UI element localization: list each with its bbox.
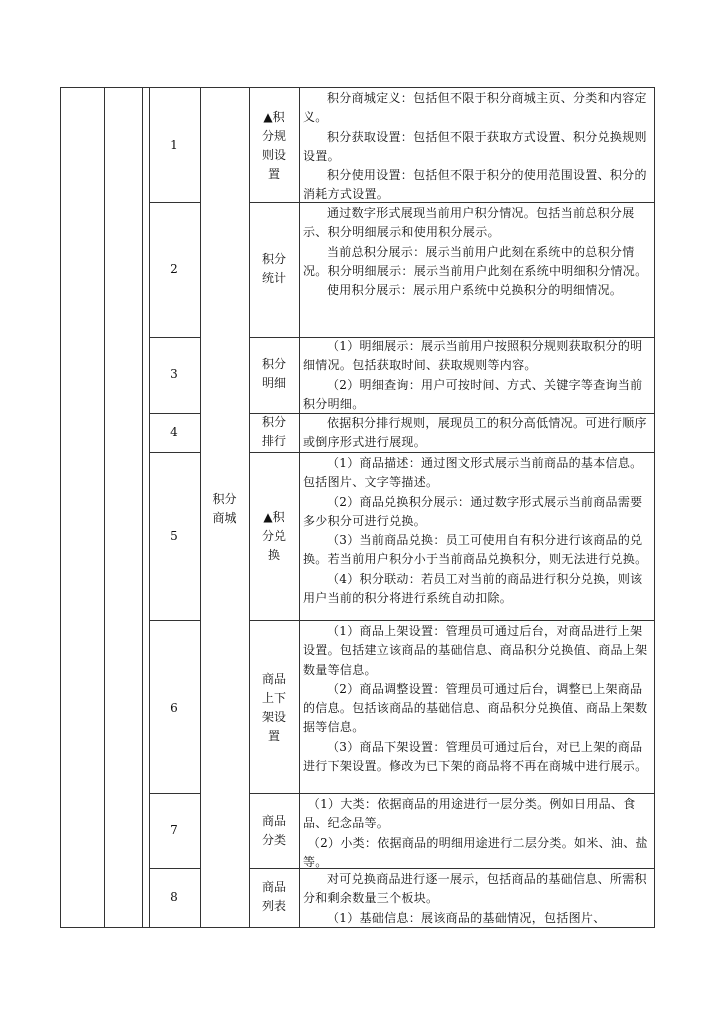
row-number: 5 <box>170 529 178 543</box>
function-name: 积分统计 <box>261 252 286 285</box>
description-paragraph: （2）商品兑换积分展示：通过数字形式展示当前商品需要多少积分可进行兑换。 <box>303 494 643 528</box>
function-name: 商品列表 <box>261 880 286 913</box>
description-paragraph: （2）明细查询：用户可按时间、方式、关键字等查询当前积分明细。 <box>303 377 643 411</box>
description-cell <box>303 89 648 205</box>
description-paragraph: 通过数字形式展现当前用户积分情况。包括当前总积分展示、积分明细展示和使用积分展示。 <box>303 206 635 240</box>
description-cell <box>303 414 648 453</box>
row-number: 4 <box>170 425 178 439</box>
description-cell <box>303 795 648 872</box>
description-cell <box>303 337 648 414</box>
description-paragraph: （1）明细展示：展示当前用户按照积分规则获取积分的明细情况。包括获取时间、获取规则等内容。 <box>303 339 643 373</box>
description-paragraph: 积分使用设置：包括但不限于积分的使用范围设置、积分的消耗方式设置。 <box>303 168 647 202</box>
function-name: 积分明细 <box>261 357 286 390</box>
description-paragraph: 对可兑换商品进行逐一展示，包括商品的基础信息、所需积分和剩余数量三个板块。 <box>303 872 647 906</box>
description-paragraph: （4）积分联动：若员工对当前的商品进行积分兑换，则该用户当前的积分将进行系统自动扣除。 <box>303 571 643 606</box>
row-number: 2 <box>170 262 178 276</box>
description-cell <box>303 204 648 300</box>
function-name: ▲积分规则设置 <box>261 110 286 181</box>
description-paragraph: 当前总积分展示：展示当前用户此刻在系统中的总积分情况。积分明细展示：展示当前用户此刻在系统中明细积分情况。 <box>303 244 648 278</box>
function-name: 积分排行 <box>261 415 286 448</box>
function-name: 商品上下架设置 <box>261 672 286 743</box>
description-paragraph: （1）大类：依据商品的用途进行一层分类。例如日用品、食品、纪念品等。 <box>303 797 636 831</box>
category-cell <box>200 490 249 528</box>
description-paragraph: （3）当前商品兑换：员工可使用自有积分进行该商品的兑换。若当前用户积分小于当前商品兑换积分，则无法进行兑换。 <box>303 533 648 567</box>
description-paragraph: 积分获取设置：包括但不限于获取方式设置、积分兑换规则设置。 <box>303 129 647 163</box>
function-name: ▲积分兑换 <box>261 510 286 562</box>
description-paragraph: （2）小类：依据商品的明细用途进行二层分类。如米、油、盐等。 <box>303 835 648 869</box>
description-cell <box>303 870 648 927</box>
row-number: 6 <box>170 701 178 715</box>
row-number: 1 <box>170 138 178 152</box>
description-paragraph: （1）基础信息：展该商品的基础情况，包括图片、 <box>327 910 606 925</box>
function-name: 商品分类 <box>261 814 286 847</box>
description-paragraph: （3）商品下架设置：管理员可通过后台，对已上架的商品进行下架设置。修改为已下架的商品将不再在商城中进行展示。 <box>303 739 648 774</box>
description-paragraph: 使用积分展示：展示用户系统中兑换积分的明细情况。 <box>327 283 623 298</box>
row-number: 3 <box>170 367 178 381</box>
row-number: 8 <box>170 890 178 904</box>
description-paragraph: 依据积分排行规则，展现员工的积分高低情况。可进行顺序或倒序形式进行展现。 <box>303 416 647 450</box>
description-cell <box>303 454 648 608</box>
description-cell <box>303 622 648 776</box>
row-number: 7 <box>170 823 178 837</box>
description-paragraph: （1）商品上架设置：管理员可通过后台，对商品进行上架设置。包括建立该商品的基础信息、商品积分兑换值、商品上架数量等信息。 <box>303 624 648 677</box>
description-paragraph: 积分商城定义：包括但不限于积分商城主页、分类和内容定义。 <box>303 91 647 125</box>
category-label: 积分商城 <box>212 492 237 525</box>
description-paragraph: （2）商品调整设置：管理员可通过后台，调整已上架商品的信息。包括该商品的基础信息、商品积分兑换值、商品上架数据等信息。 <box>303 681 648 735</box>
description-paragraph: （1）商品描述：通过图文形式展示当前商品的基本信息。包括图片、文字等描述。 <box>303 456 643 490</box>
